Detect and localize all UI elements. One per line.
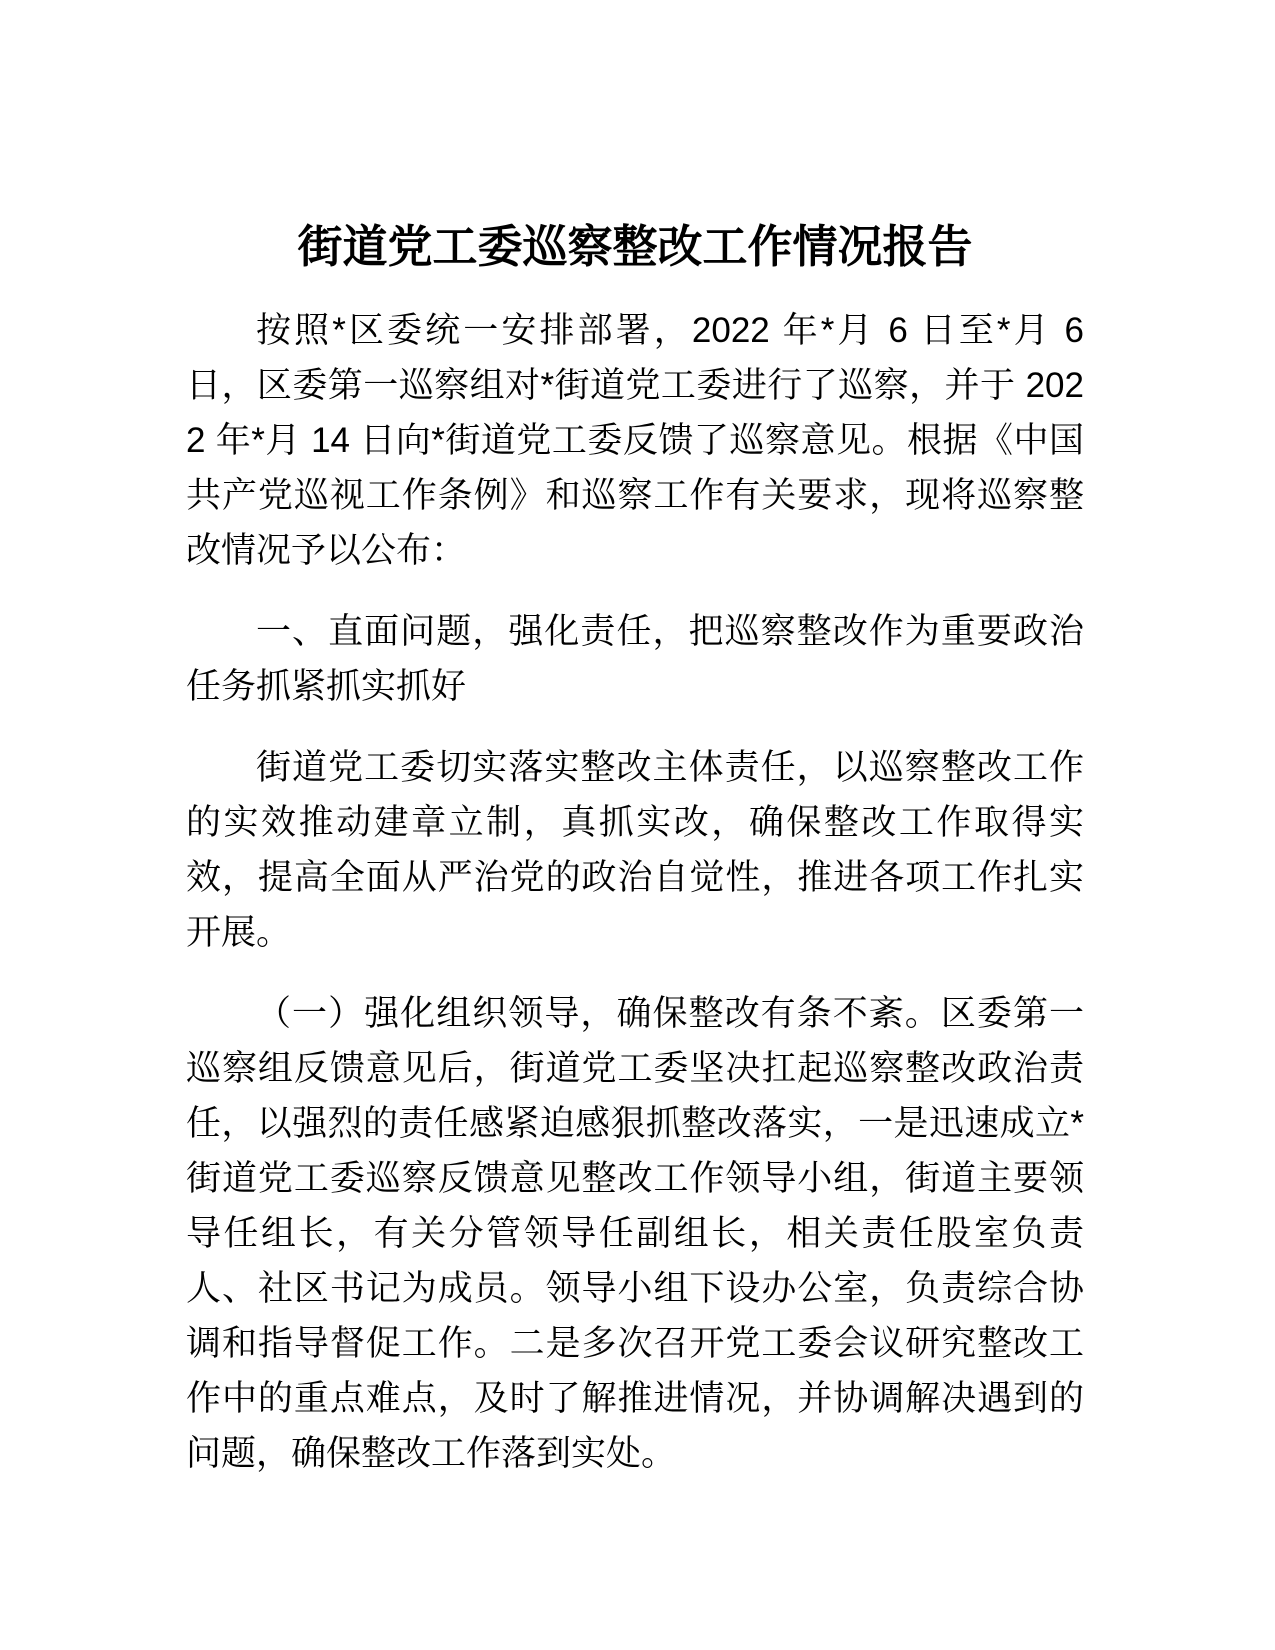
section-heading: 一、直面问题，强化责任，把巡察整改作为重要政治任务抓紧抓实抓好: [186, 612, 1084, 706]
paragraph-organization-leadership: （一）强化组织领导，确保整改有条不紊。区委第一巡察组反馈意见后，街道党工委坚决扛起巡察整改政治责任，以强烈的责任感紧迫感狠抓整改落实，一是迅速成立*街道党工委巡察反馈意见整改工作领导小组，街道主要领导任组长，有关分管领导任副组长，相关责任股室负责人、社区书记为成员。领导小组下设办公室，负责综合协调和指导督促工作。二是多次召开党工委会议研究整改工作中的重点难点，及时了解推进情况，并协调解决遇到的问题，确保整改工作落到实处。: [186, 994, 1084, 1473]
paragraph-responsibility: 街道党工委切实落实整改主体责任，以巡察整改工作的实效推动建章立制，真抓实改，确保整改工作取得实效，提高全面从严治党的政治自觉性，推进各项工作扎实开展。: [186, 748, 1084, 952]
page-title: 街道党工委巡察整改工作情况报告: [297, 221, 973, 272]
paragraph-intro: 按照*区委统一安排部署，2022 年*月 6 日至*月 6 日，区委第一巡察组对*街道党工委进行了巡察，并于 2022 年*月 14 日向*街道党工委反馈了巡察意见。根据《中国共产党巡视工作条例》和巡察工作有关要求，现将巡察整改情况予以公布：: [186, 311, 1084, 570]
document-content: [186, 219, 1084, 1481]
